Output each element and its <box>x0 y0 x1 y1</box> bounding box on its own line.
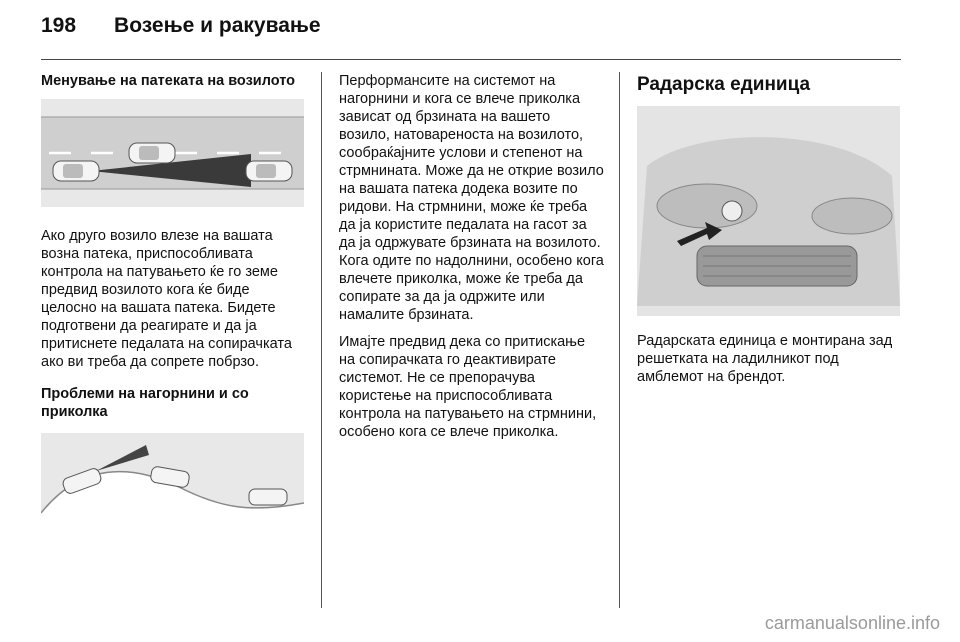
column-3 <box>637 72 902 395</box>
section-heading-hills-trailer: Проблеми на нагорнини и со приколка <box>41 386 249 420</box>
hills-performance-paragraph: Перформансите на системот на нагорнини и кога се влече приколка зависат од брзината на вашето возило, натовареноста на возилото, сообраќајните услови и степенот на стрмнината. Може да не открие возило на вашата патека додека возите по ридови. На стрмнини, може ќе треба да ја користите педалата на гасот за да ја одржувате брзината на возилото. Кога одите по надолнини, особено кога влечете приколка, може ќе треба да сопирате за да ја одржите или намалите брзината. <box>339 73 604 323</box>
lane-change-illustration <box>41 99 304 207</box>
radar-unit-photo <box>637 106 900 316</box>
header-rule <box>41 59 901 60</box>
column-divider-1 <box>321 72 322 608</box>
lane-change-paragraph: Ако друго возило влезе на вашата возна патека, приспособливата контрола на патувањето ќе го земе предвид возилото кога ќе биде целосно на вашата патека. Бидете подготвени да реагирате и да ја притиснете педалата на сопирачката ако ви треба да сопрете побрзо. <box>41 228 292 370</box>
brake-deactivation-paragraph: Имајте предвид дека со притискање на сопирачката го деактивирате системот. Не се препорачува користење на приспособливата контрола на патувањето на стрмнини, особено кога се влече приколка. <box>339 334 597 440</box>
page-number: 198 <box>41 14 77 37</box>
section-heading-lane-change: Менување на патеката на возилото <box>41 73 295 89</box>
column-1 <box>41 72 306 538</box>
footer-watermark: carmanualsonline.info <box>764 613 940 633</box>
chapter-title: Возење и ракување <box>114 14 321 37</box>
column-2 <box>339 72 604 450</box>
column-divider-2 <box>619 72 620 608</box>
radar-unit-paragraph: Радарската единица е монтирана зад решетката на ладилникот под амблемот на брендот. <box>637 333 893 385</box>
page-header <box>41 14 321 44</box>
section-heading-radar-unit: Радарска единица <box>637 74 811 95</box>
hills-illustration <box>41 433 304 538</box>
